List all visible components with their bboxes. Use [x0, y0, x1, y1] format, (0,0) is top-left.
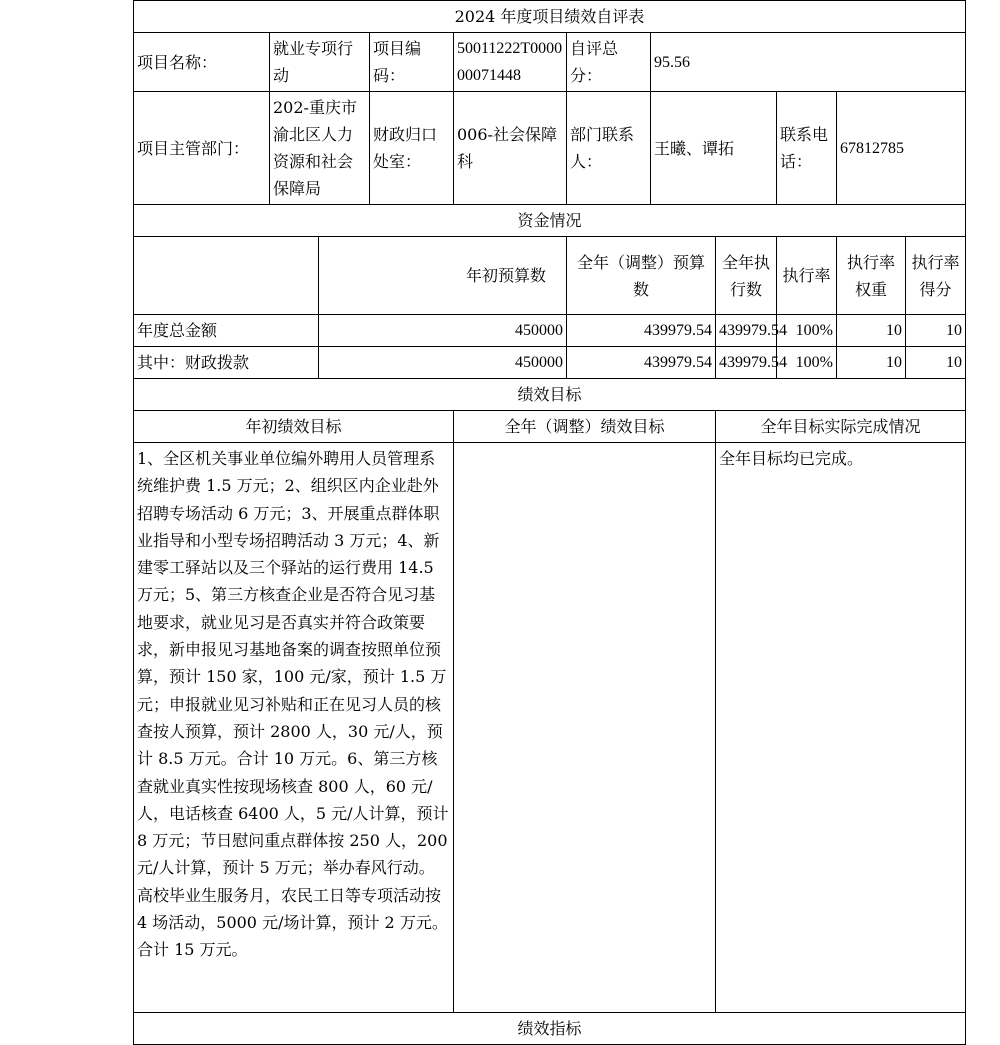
funds-header-budget: 年初预算数 [319, 237, 567, 315]
project-name: 就业专项行动 [270, 33, 370, 92]
contact-label: 部门联系人： [567, 92, 651, 205]
self-evaluation-form [133, 0, 966, 1045]
funds-header-adjusted-visible: 全年（调整）预算数 [567, 237, 716, 315]
goals-adjusted-text [454, 443, 716, 1013]
form-title: 2024 年度项目绩效自评表 [134, 1, 966, 33]
funds-header-blank [134, 237, 319, 315]
goals-section-title: 绩效目标 [134, 379, 966, 411]
funds-header-score: 执行率得分 [906, 237, 966, 315]
goals-col-initial: 年初绩效目标 [134, 411, 454, 443]
funds-header-rate: 执行率 [777, 237, 837, 315]
self-score-label: 自评总分： [567, 33, 651, 92]
goals-actual-text: 全年目标均已完成。 [716, 443, 966, 1013]
funds-row-label: 年度总金额 [134, 315, 319, 347]
project-code-label: 项目编码： [370, 33, 454, 92]
funds-row-rate: 100% [777, 315, 837, 347]
indicators-section-title: 绩效指标 [134, 1013, 966, 1045]
funds-section-title: 资金情况 [134, 205, 966, 237]
funds-row-score: 10 [906, 315, 966, 347]
funds-row-weight: 10 [837, 347, 906, 379]
project-code: 50011222T000000071448 [454, 33, 567, 92]
funds-row-adjusted: 439979.54 [567, 347, 716, 379]
funds-row-label: 其中：财政拨款 [134, 347, 319, 379]
finance-office: 006-社会保障科 [454, 92, 567, 205]
contact-person: 王曦、谭拓 [651, 92, 777, 205]
funds-row-budget: 450000 [319, 347, 567, 379]
goals-col-adjusted: 全年（调整）绩效目标 [454, 411, 716, 443]
funds-row-adjusted: 439979.54 [567, 315, 716, 347]
self-score: 95.56 [651, 33, 966, 92]
funds-row-executed: 439979.54 [716, 315, 777, 347]
funds-row-budget: 450000 [319, 315, 567, 347]
finance-office-label: 财政归口处室： [370, 92, 454, 205]
dept-name: 202-重庆市渝北区人力资源和社会保障局 [270, 92, 370, 205]
funds-header-executed: 全年执行数 [716, 237, 777, 315]
funds-row-weight: 10 [837, 315, 906, 347]
project-name-label: 项目名称： [134, 33, 270, 92]
phone-number: 67812785 [837, 92, 966, 205]
goals-col-actual: 全年目标实际完成情况 [716, 411, 966, 443]
funds-row-executed: 439979.54 [716, 347, 777, 379]
funds-header-weight: 执行率权重 [837, 237, 906, 315]
phone-label: 联系电话： [777, 92, 837, 205]
goals-initial-text: 1、全区机关事业单位编外聘用人员管理系统维护费 1.5 万元；2、组织区内企业赴外招聘专场活动 6 万元；3、开展重点群体职业指导和小型专场招聘活动 3 万元；4、新建零工驿站以及三个驿站的运行费用 14.5 万元；5、第三方核查企业是否符合见习基地要求，就业见习是否真实并符合政策要求，新申报见习基地备案的调查按照单位预算，预计 150 家，100 元/家，预计 1.5 万元；申报就业见习补贴和正在见习人员的核查按人预算，预计 2800 人，30 元/人，预计 8.5 万元。合计 10 万元。6、第三方核查就业真实性按现场核查 800 人，60 元/人，电话核查 6400 人，5 元/人计算，预计 8 万元；节日慰问重点群体按 250 人，200 元/人计算，预计 5 万元；举办春风行动。高校毕业生服务月，农民工日等专项活动按 4 场活动，5000 元/场计算，预计 2 万元。合计 15 万元。 [134, 443, 454, 1013]
dept-label: 项目主管部门： [134, 92, 270, 205]
funds-row-rate: 100% [777, 347, 837, 379]
funds-row-score: 10 [906, 347, 966, 379]
